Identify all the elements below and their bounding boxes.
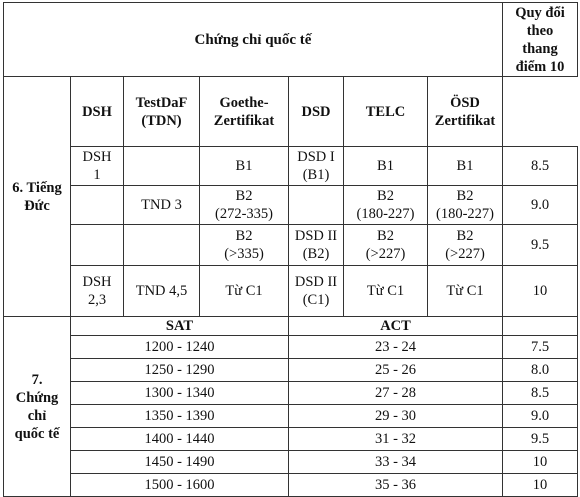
intl-cell-score: 8.0	[503, 359, 578, 382]
intl-cell-act: 33 - 34	[289, 451, 503, 474]
german-cell-score: 10	[503, 266, 578, 317]
german-cell-telc	[344, 225, 428, 266]
german-cell-dsd-line2: (B1)	[302, 167, 330, 183]
german-cell-dsd	[289, 225, 344, 266]
german-cell-testdaf: TND 3	[124, 186, 200, 225]
intl-cell-sat: 1200 - 1240	[71, 336, 289, 359]
german-section-label	[4, 77, 71, 317]
german-cell-testdaf	[124, 147, 200, 186]
intl-row	[4, 382, 578, 405]
german-cell-dsh-line2: 1	[93, 167, 101, 183]
german-cell-score: 9.5	[503, 225, 578, 266]
intl-cell-score: 10	[503, 474, 578, 497]
german-cell-dsh	[71, 147, 124, 186]
german-row	[4, 147, 578, 186]
german-cell-dsh	[71, 266, 124, 317]
col-testdaf-line1: TestDaF	[135, 94, 188, 111]
intl-cell-act: 25 - 26	[289, 359, 503, 382]
intl-label-line4: quốc tế	[14, 425, 60, 442]
german-cell-telc-line1: Từ C1	[366, 283, 405, 299]
german-cell-goethe-line1: B2	[235, 188, 253, 204]
german-row	[4, 266, 578, 317]
header-convert	[503, 3, 578, 77]
intl-row	[4, 336, 578, 359]
intl-cell-sat: 1500 - 1600	[71, 474, 289, 497]
col-osd-line2: Zertifikat	[434, 112, 496, 129]
intl-cell-act: 35 - 36	[289, 474, 503, 497]
intl-row	[4, 405, 578, 428]
intl-cell-score: 7.5	[503, 336, 578, 359]
intl-header-score	[503, 317, 578, 336]
intl-row	[4, 359, 578, 382]
header-row	[4, 3, 578, 77]
german-cell-osd-line1: B1	[456, 158, 474, 174]
intl-label-line3: chỉ	[27, 407, 47, 424]
german-cell-osd-line1: Từ C1	[446, 283, 484, 299]
intl-cell-score: 9.5	[503, 428, 578, 451]
header-convert-line4: điểm 10	[515, 58, 565, 75]
intl-cell-act: 27 - 28	[289, 382, 503, 405]
german-cell-telc	[344, 266, 428, 317]
intl-section-label	[4, 317, 71, 497]
header-convert-line3: thang	[522, 40, 558, 57]
german-cell-osd	[428, 225, 503, 266]
german-cell-dsd-line2: (B2)	[302, 246, 330, 262]
col-osd	[428, 77, 503, 147]
german-cell-score: 9.0	[503, 186, 578, 225]
intl-cell-act: 31 - 32	[289, 428, 503, 451]
german-cell-telc-line1: B2	[377, 228, 394, 244]
german-cell-telc	[344, 147, 428, 186]
header-title: Chứng chỉ quốc tế	[4, 3, 503, 77]
intl-label-line2: Chứng	[15, 389, 59, 406]
german-row	[4, 225, 578, 266]
intl-cell-sat: 1300 - 1340	[71, 382, 289, 405]
intl-cell-act: 29 - 30	[289, 405, 503, 428]
col-goethe-line1: Goethe-	[219, 94, 269, 111]
col-telc: TELC	[344, 77, 428, 147]
german-columns-row	[4, 77, 578, 147]
german-cell-goethe-line1: B2	[235, 228, 253, 244]
header-convert-line2: theo	[526, 22, 554, 39]
german-cell-dsh-line1: DSH	[82, 149, 112, 165]
german-cell-score: 8.5	[503, 147, 578, 186]
german-cell-dsd	[289, 266, 344, 317]
intl-label-line1: 7.	[31, 371, 43, 388]
header-convert-line1: Quy đổi	[515, 4, 565, 21]
german-cell-goethe-line1: Từ C1	[225, 283, 263, 299]
intl-header-row	[4, 317, 578, 336]
german-cell-telc-line1: B1	[377, 158, 394, 174]
german-label-line1: 6. Tiếng	[12, 179, 62, 196]
german-cell-dsd	[289, 186, 344, 225]
certificate-conversion-table	[3, 2, 578, 497]
intl-cell-score: 8.5	[503, 382, 578, 405]
intl-row	[4, 428, 578, 451]
intl-cell-sat: 1450 - 1490	[71, 451, 289, 474]
german-cell-dsd-line1: DSD II	[294, 228, 338, 244]
intl-cell-score: 10	[503, 451, 578, 474]
german-cell-goethe	[200, 225, 289, 266]
col-goethe-line2: Zertifikat	[213, 112, 275, 129]
german-cell-dsh-line2: 2,3	[87, 292, 107, 308]
german-cell-telc	[344, 186, 428, 225]
german-cell-dsd-line1: DSD II	[294, 274, 338, 290]
german-cell-osd	[428, 186, 503, 225]
german-cell-dsh	[71, 225, 124, 266]
german-cell-telc-line2: (180-227)	[356, 206, 415, 222]
german-row	[4, 186, 578, 225]
german-cell-goethe	[200, 147, 289, 186]
intl-row	[4, 451, 578, 474]
german-cell-testdaf: TND 4,5	[124, 266, 200, 317]
german-cell-goethe	[200, 266, 289, 317]
intl-cell-sat: 1250 - 1290	[71, 359, 289, 382]
german-cell-goethe-line1: B1	[235, 158, 253, 174]
col-dsd: DSD	[289, 77, 344, 147]
german-cell-goethe-line2: (>335)	[224, 246, 264, 262]
col-testdaf-line2: (TDN)	[141, 112, 182, 129]
sat-header: SAT	[71, 317, 289, 336]
col-dsh: DSH	[71, 77, 124, 147]
intl-row	[4, 474, 578, 497]
act-header: ACT	[289, 317, 503, 336]
german-cell-osd-line2: (>227)	[445, 246, 485, 262]
german-cell-dsh	[71, 186, 124, 225]
intl-cell-sat: 1350 - 1390	[71, 405, 289, 428]
intl-cell-act: 23 - 24	[289, 336, 503, 359]
col-testdaf	[124, 77, 200, 147]
intl-cell-score: 9.0	[503, 405, 578, 428]
german-cell-goethe-line2: (272-335)	[215, 206, 273, 222]
german-cell-telc-line2: (>227)	[365, 246, 406, 262]
german-cell-osd-line1: B2	[456, 188, 474, 204]
intl-cell-sat: 1400 - 1440	[71, 428, 289, 451]
german-cell-osd-line1: B2	[456, 228, 474, 244]
german-label-line2: Đức	[24, 197, 50, 214]
german-cell-dsd	[289, 147, 344, 186]
conversion-table-wrapper	[3, 2, 578, 497]
german-cell-osd	[428, 266, 503, 317]
german-cell-dsh-line1: DSH	[82, 274, 112, 290]
col-goethe	[200, 77, 289, 147]
german-cell-dsd-line2: (C1)	[302, 292, 330, 308]
german-cell-testdaf	[124, 225, 200, 266]
german-cell-goethe	[200, 186, 289, 225]
col-osd-line1: ÖSD	[450, 94, 480, 111]
german-cell-telc-line1: B2	[377, 188, 394, 204]
german-cell-osd	[428, 147, 503, 186]
german-cell-dsd-line1: DSD I	[297, 149, 335, 165]
german-cell-osd-line2: (180-227)	[436, 206, 494, 222]
